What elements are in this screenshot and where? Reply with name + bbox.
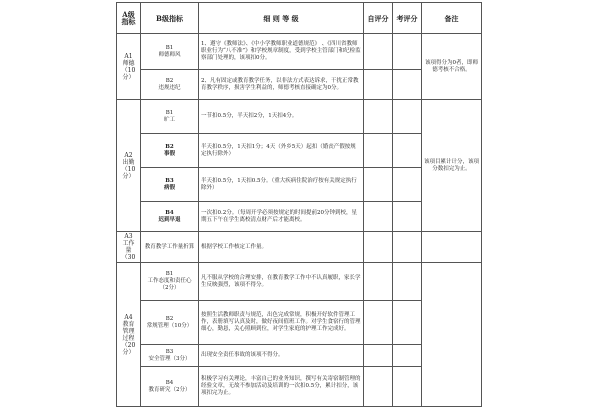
table-row — [117, 263, 482, 301]
a2-b3-self-score-cell[interactable] — [364, 168, 393, 202]
a4-b1-eval-score-cell[interactable] — [393, 263, 422, 301]
a2-b2-self-score-cell[interactable] — [364, 134, 393, 168]
a4-b2-eval-score-cell[interactable] — [393, 301, 422, 345]
a2-b3-eval-score-cell[interactable] — [393, 168, 422, 202]
a3-note-cell — [422, 232, 482, 263]
a2-b1-criteria: 一节扣0.5分，半天扣2分，1天扣4分。 — [199, 100, 364, 134]
a2-b3-criteria: 半天扣0.5分，1天扣0.5分。（重大疾病住院治疗按有关规定执行除外） — [199, 168, 364, 202]
table-row — [117, 100, 482, 134]
header-a-level: A级指标 — [117, 3, 141, 34]
a2-b4-criteria: 一次扣0.2分。（每周开学必须按规定的时间提前20分钟到校，星期五下午在学生离校清点财产后才能离校。 — [199, 202, 364, 232]
a2-b1-label: B1 旷工 — [141, 100, 199, 134]
a2-b2-criteria: 半天扣0.5分，1天扣1分；4天（外乡5天）起扣（婚丧产假按规定执行除外） — [199, 134, 364, 168]
a2-b3-label: B3 病假 — [141, 168, 199, 202]
a1-b1-label: B1 师德师风 — [141, 34, 199, 70]
a3-self-score-cell[interactable] — [364, 232, 393, 263]
a2-b1-eval-score-cell[interactable] — [393, 100, 422, 134]
a1-b1-eval-score-cell[interactable] — [393, 34, 422, 70]
a4-b1-label: B1 工作态度和责任心 （2分） — [141, 263, 199, 301]
a3-b-criteria: 根据学校工作核定工作量。 — [199, 232, 364, 263]
a2-b1-self-score-cell[interactable] — [364, 100, 393, 134]
a4-category: A4 教育 管理 过程 （20 分） — [117, 263, 141, 407]
header-eval-score: 考评分 — [393, 3, 422, 34]
a4-b3-eval-score-cell[interactable] — [393, 345, 422, 367]
a3-b-label: 教育教学工作量折算 — [141, 232, 199, 263]
a1-b1-self-score-cell[interactable] — [364, 34, 393, 70]
a2-b4-self-score-cell[interactable] — [364, 202, 393, 232]
a4-b3-self-score-cell[interactable] — [364, 345, 393, 367]
a4-b2-criteria: 按照生活教师职责与规范，出色完成常规，积极开好软件管理工作，表册填写认真及时，做好夜间值班工作。对学生食宿行的管理细心，勤恳，关心照顾到位，对学生家庭的护理工作完成好。 — [199, 301, 364, 345]
a3-category: A3 工作 量 （30 — [117, 232, 141, 263]
a4-note-cell — [422, 263, 482, 407]
table-row — [117, 232, 482, 263]
header-row — [117, 3, 482, 34]
a4-b4-label: B4 教育研究（2分） — [141, 367, 199, 407]
header-criteria: 细 则 等 级 — [199, 3, 364, 34]
a2-b2-label: B2 事假 — [141, 134, 199, 168]
a4-b2-self-score-cell[interactable] — [364, 301, 393, 345]
evaluation-table — [116, 2, 482, 407]
a4-b2-label: B2 常规管理（10分） — [141, 301, 199, 345]
header-self-score: 自评分 — [364, 3, 393, 34]
header-b-level: B级指标 — [141, 3, 199, 34]
a2-category: A2 出勤 （10 分） — [117, 100, 141, 232]
a1-b2-label: B2 违规违纪 — [141, 70, 199, 100]
a1-category: A1 师德 （10 分） — [117, 34, 141, 100]
a1-b2-eval-score-cell[interactable] — [393, 70, 422, 100]
table-row — [117, 34, 482, 70]
a1-b2-self-score-cell[interactable] — [364, 70, 393, 100]
a4-b4-criteria: 积极学习有关理论，丰富自己的业务知识，撰写有关寄宿制管理的经验文章，无故不参加活动及培训的一次扣0.5分，累计扣分，该项扣完为止。 — [199, 367, 364, 407]
a3-eval-score-cell[interactable] — [393, 232, 422, 263]
a4-b4-self-score-cell[interactable] — [364, 367, 393, 407]
a1-b1-criteria: 1、遵守《教师法》、《中小学教师职业道德规范》 、《四川省教师职业行为“八不准”》和学校规章制度，受到学校主管部门和纪检监察部门处理的，该项扣0分。 — [199, 34, 364, 70]
a2-b4-eval-score-cell[interactable] — [393, 202, 422, 232]
a4-b3-criteria: 出现安全责任事故的该项不得分。 — [199, 345, 364, 367]
a4-b3-label: B3 安全管理（3分） — [141, 345, 199, 367]
header-note: 备注 — [422, 3, 482, 34]
a4-b4-eval-score-cell[interactable] — [393, 367, 422, 407]
a2-b2-eval-score-cell[interactable] — [393, 134, 422, 168]
a1-b2-criteria: 2、凡有固定或教育教学任务，以非法方式表达诉求，干扰正常教育教学秩序，损害学生利益的，师德考核直接确定为0分。 — [199, 70, 364, 100]
a4-b1-criteria: 凡不服从学校的合理安排，在教育教学工作中不认真履职，家长学生反映强烈，该项不得分。 — [199, 263, 364, 301]
a1-note: 该项得分为0者，即师德考核不合格。 — [422, 34, 482, 100]
a4-b1-self-score-cell[interactable] — [364, 263, 393, 301]
a2-b4-label: B4 迟到早退 — [141, 202, 199, 232]
a2-note: 该项目累计计分，该项分数扣完为止。 — [422, 100, 482, 232]
